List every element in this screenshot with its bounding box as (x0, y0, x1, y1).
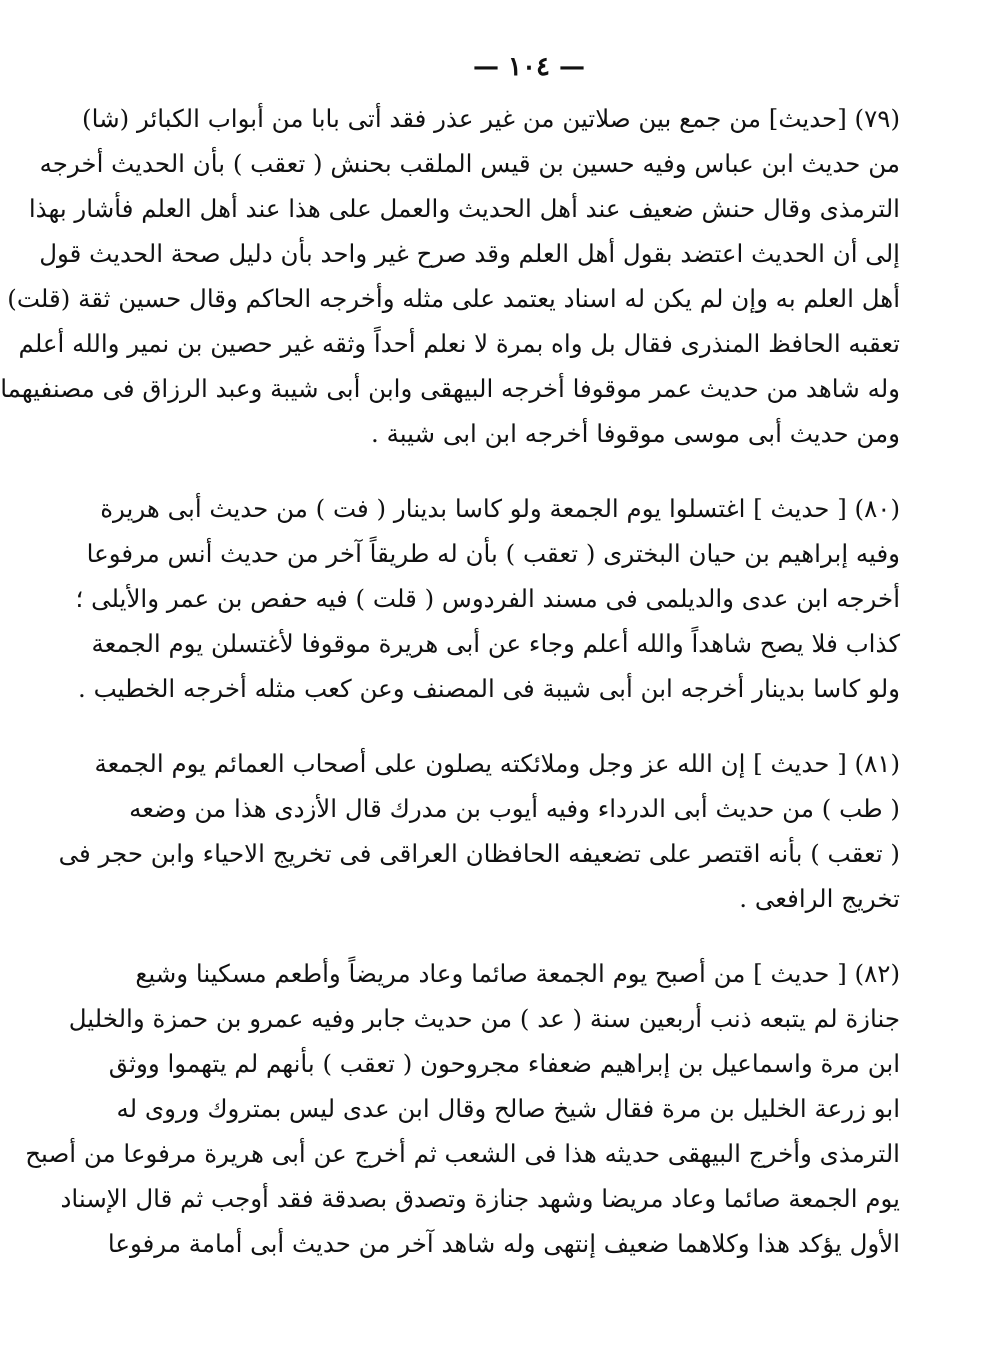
hadith-79-line-2: من حديث ابن عباس وفيه حسين بن قيس الملقب بحنش ( تعقب ) بأن الحديث أخرجه (39, 149, 900, 178)
hadith-79-line-7: وله شاهد من حديث عمر موقوفا أخرجه البيهقى وابن أبى شيبة وعبد الرزاق فى مصنفيهما (0, 374, 900, 403)
paragraph-spacer (158, 921, 900, 951)
paragraph-spacer (158, 711, 900, 741)
hadith-79-line-5: أهل العلم به وإن لم يكن له اسناد يعتمد على مثله وأخرجه الحاكم وقال حسين ثقة (قلت) (7, 284, 900, 313)
hadith-82-line-7: الأول يؤكد هذا وكلاهما ضعيف إنتهى وله شاهد آخر من حديث أبى أمامة مرفوعا (107, 1229, 900, 1258)
hadith-79-line-3: الترمذى وقال حنش ضعيف عند أهل الحديث والعمل على هذا عند أهل العلم فأشار بهذا (28, 194, 900, 223)
hadith-81-line-4: تخريج الرافعى . (739, 884, 900, 913)
hadith-80-line-5: ولو كاسا بدينار أخرجه ابن أبى شيبة فى المصنف وعن كعب مثله أخرجه الخطيب . (78, 674, 900, 703)
hadith-79-line-6: تعقبه الحافظ المنذرى فقال بل واه بمرة لا نعلم أحداً وثقه غير حصين بن نمير والله أعلم (18, 329, 900, 358)
hadith-80 (75, 486, 900, 711)
paragraph-spacer (158, 456, 900, 486)
document-page (0, 52, 900, 1266)
hadith-82-line-5: الترمذى وأخرج البيهقى حديثه هذا فى الشعب ثم أخرج عن أبى هريرة مرفوعا من أصبح (25, 1139, 900, 1168)
hadith-81-line-1: (٨١) [ حديث ] إن الله عز وجل وملائكته يصلون على أصحاب العمائم يوم الجمعة (94, 749, 900, 778)
hadith-82-line-4: ابو زرعة الخليل بن مرة فقال شيخ صالح وقال ابن عدى ليس بمتروك وروى له (116, 1094, 900, 1123)
hadith-81-line-3: ( تعقب ) بأنه اقتصر على تضعيفه الحافظان العراقى فى تخريج الاحياء وابن حجر فى (58, 839, 900, 868)
hadith-80-line-3: أخرجه ابن عدى والديلمى فى مسند الفردوس ( قلت ) فيه حفص بن عمر والأيلى ؛ (75, 584, 900, 613)
hadith-79-line-4: إلى أن الحديث اعتضد بقول أهل العلم وقد صرح غير واحد بأن دليل صحة الحديث قول (39, 239, 900, 268)
hadith-82-line-6: يوم الجمعة صائما وعاد مريضا وشهد جنازة وتصدق بصدقة فقد أوجب ثم قال الإسناد (60, 1184, 900, 1213)
page-number: — ١٠٤ — (472, 52, 586, 82)
hadith-79-line-8: ومن حديث أبى موسى موقوفا أخرجه ابن ابى شيبة . (371, 419, 900, 448)
hadith-82-line-1: (٨٢) [ حديث ] من أصبح يوم الجمعة صائما وعاد مريضاً وأطعم مسكينا وشيع (135, 959, 900, 988)
hadith-81-line-2: ( طب ) من حديث أبى الدرداء وفيه أيوب بن مدرك قال الأزدى هذا من وضعه (129, 794, 900, 823)
hadith-82 (25, 951, 900, 1266)
hadith-80-line-4: كذاب فلا يصح شاهداً والله أعلم وجاء عن أبى هريرة موقوفا لأغتسلن يوم الجمعة (91, 629, 900, 658)
hadith-79 (0, 96, 900, 456)
hadith-82-line-2: جنازة لم يتبعه ذنب أربعين سنة ( عد ) من حديث جابر وفيه عمرو بن حمزة والخليل (68, 1004, 900, 1033)
hadith-79-line-1: (٧٩) [حديث] من جمع بين صلاتين من غير عذر فقد أتى بابا من أبواب الكبائر (شا) (82, 104, 900, 133)
hadith-80-line-2: وفيه إبراهيم بن حيان البخترى ( تعقب ) بأن له طريقاً آخر من حديث أنس مرفوعا (86, 539, 900, 568)
hadith-80-line-1: (٨٠) [ حديث ] اغتسلوا يوم الجمعة ولو كاسا بدينار ( فت ) من حديث أبى هريرة (100, 494, 900, 523)
hadith-82-line-3: ابن مرة واسماعيل بن إبراهيم ضعفاء مجروحون ( تعقب ) بأنهم لم يتهموا ووثق (108, 1049, 900, 1078)
hadith-81 (58, 741, 900, 921)
